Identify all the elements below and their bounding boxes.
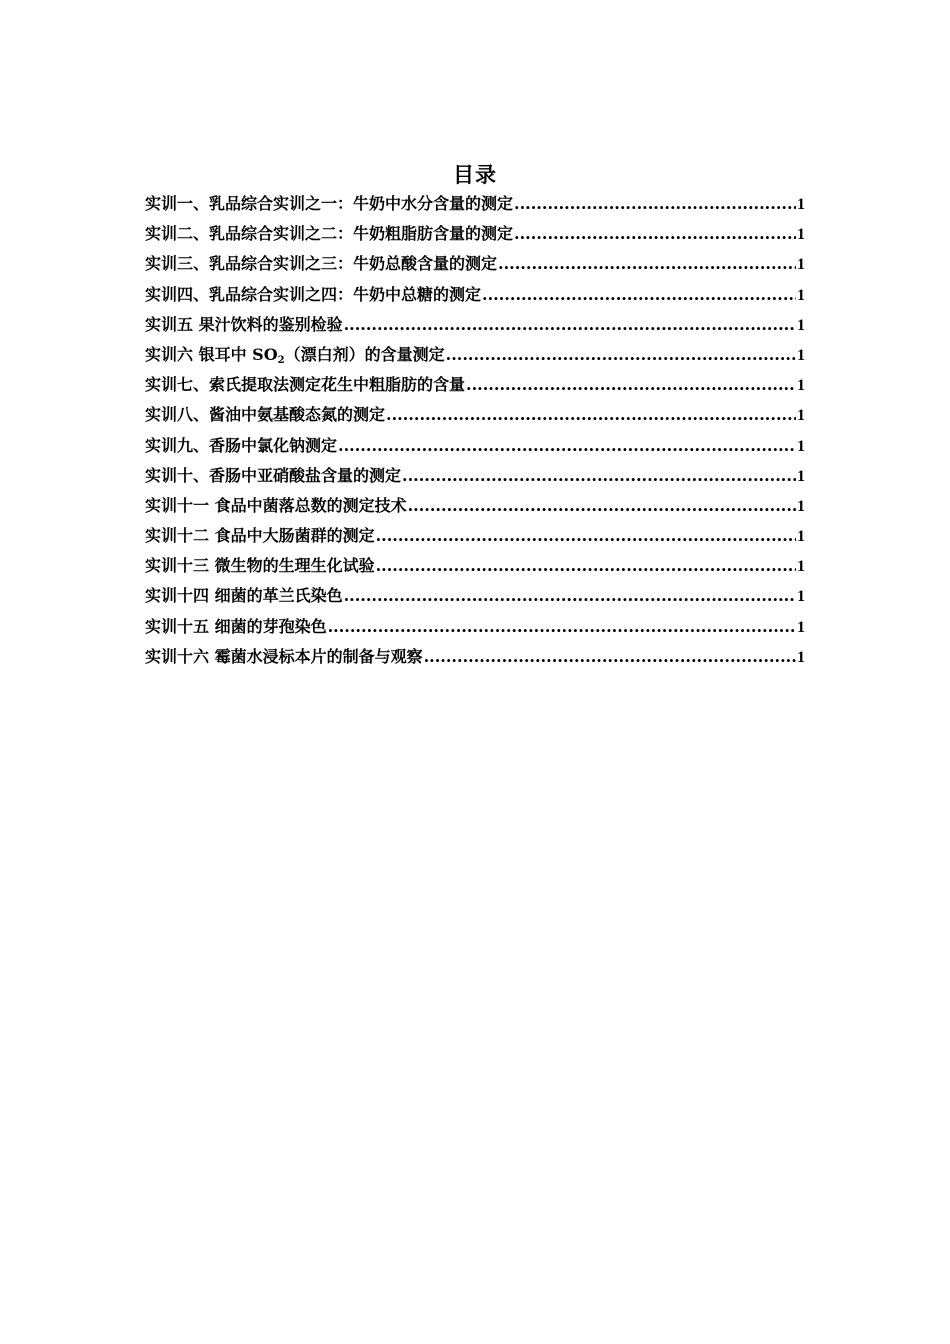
toc-entry[interactable] <box>145 461 805 491</box>
toc-dot-leader <box>376 551 796 581</box>
toc-entry-title: 实训三、乳品综合实训之三：牛奶总酸含量的测定 <box>145 254 498 274</box>
toc-page-number: 1 <box>797 467 805 485</box>
toc-entry-title: 实训一、乳品综合实训之一：牛奶中水分含量的测定 <box>145 194 514 213</box>
toc-dot-leader <box>328 612 796 642</box>
toc-entry-title-part: （漂白剂）的含量测定 <box>284 344 445 364</box>
toc-entry[interactable] <box>145 612 805 642</box>
toc-entry-title: 实训十三 微生物的生理生化试验 <box>145 556 375 576</box>
toc-entry[interactable] <box>145 219 805 249</box>
toc-dot-leader <box>446 340 796 370</box>
toc-entry[interactable] <box>145 431 805 461</box>
toc-page-number: 1 <box>797 196 805 213</box>
toc-page-number: 1 <box>797 256 805 274</box>
toc-entry-title: 实训十一 食品中菌落总数的测定技术 <box>145 495 407 515</box>
toc-dot-leader <box>408 491 796 521</box>
toc-entry[interactable] <box>145 370 805 400</box>
toc-entry-title: 实训七、索氏提取法测定花生中粗脂肪的含量 <box>145 375 466 395</box>
toc-entry-title: 实训四、乳品综合实训之四：牛奶中总糖的测定 <box>145 284 482 304</box>
toc-entry-title: 实训五 果汁饮料的鉴别检验 <box>145 314 343 334</box>
toc-entry[interactable] <box>145 340 805 370</box>
toc-dot-leader <box>344 310 796 340</box>
toc-dot-leader <box>482 280 796 310</box>
toc-entry-title: 实训二、乳品综合实训之二：牛奶粗脂肪含量的测定 <box>145 224 514 244</box>
toc-entry[interactable] <box>145 280 805 310</box>
toc-page-number: 1 <box>797 226 805 244</box>
toc-page-number: 1 <box>797 346 805 364</box>
toc-entry-title: 实训九、香肠中氯化钠测定 <box>145 435 338 455</box>
toc-dot-leader <box>466 370 796 400</box>
toc-entry[interactable] <box>145 310 805 340</box>
toc-entry[interactable] <box>145 400 805 430</box>
toc-dot-leader <box>402 461 796 491</box>
toc-entry-title: 实训八、酱油中氨基酸态氮的测定 <box>145 405 386 425</box>
toc-entry-title <box>145 340 445 373</box>
toc-page-number: 1 <box>797 316 805 334</box>
toc-entry[interactable] <box>145 581 805 611</box>
toc-dot-leader <box>338 431 796 461</box>
toc-page-number: 1 <box>797 648 805 666</box>
toc-entry[interactable] <box>145 491 805 521</box>
toc-entry-title: 实训十五 细菌的芽孢染色 <box>145 616 327 636</box>
toc-dot-leader <box>344 581 796 611</box>
toc-page-number: 1 <box>797 407 805 425</box>
toc-page-number: 1 <box>797 377 805 395</box>
toc-page-number: 1 <box>797 558 805 576</box>
toc-page-number: 1 <box>797 437 805 455</box>
toc-entry-title: 实训十六 霉菌水浸标本片的制备与观察 <box>145 646 423 666</box>
toc-entry[interactable] <box>145 642 805 672</box>
toc-dot-leader <box>498 249 796 279</box>
toc-dot-leader <box>386 400 796 430</box>
toc-entry[interactable] <box>145 249 805 279</box>
toc-dot-leader <box>514 189 796 219</box>
toc-page-number: 1 <box>797 588 805 606</box>
toc-page-number: 1 <box>797 286 805 304</box>
toc-entry-title: 实训十、香肠中亚硝酸盐含量的测定 <box>145 465 402 485</box>
toc-dot-leader <box>514 219 796 249</box>
toc-page-number: 1 <box>797 618 805 636</box>
toc-entry-title: 实训十四 细菌的革兰氏染色 <box>145 586 343 606</box>
toc-page-number: 1 <box>797 528 805 546</box>
toc-dot-leader <box>376 521 796 551</box>
table-of-contents <box>145 189 805 672</box>
subscript: 2 <box>277 354 285 366</box>
toc-entry[interactable] <box>145 551 805 581</box>
toc-entry[interactable] <box>145 189 805 219</box>
toc-entry[interactable] <box>145 521 805 551</box>
toc-title: 目录 <box>453 162 497 187</box>
toc-dot-leader <box>424 642 796 672</box>
toc-entry-title-part: 实训六 银耳中 SO <box>145 344 278 364</box>
toc-entry-title: 实训十二 食品中大肠菌群的测定 <box>145 526 375 546</box>
toc-page-number: 1 <box>797 497 805 515</box>
